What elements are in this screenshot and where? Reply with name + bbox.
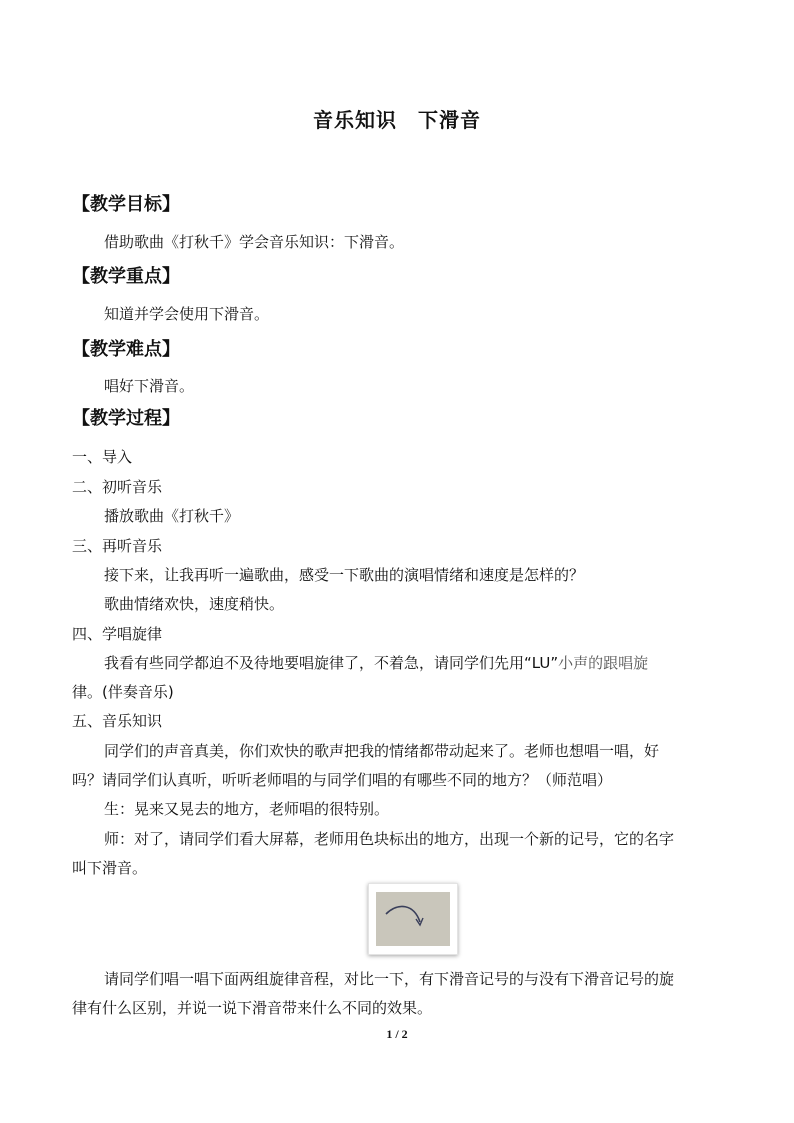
glissando-figure <box>368 883 458 955</box>
process-step-4-text-1 <box>104 653 648 673</box>
process-step-3-text-1: 接下来，让我再听一遍歌曲，感受一下歌曲的演唱情绪和速度是怎样的？ <box>104 566 585 584</box>
process-step-5-para-1b: 吗？请同学们认真听，听听老师唱的与同学们唱的有哪些不同的地方？（师范唱） <box>72 771 613 789</box>
process-step-5-para-4b: 律有什么区别，并说一说下滑音带来什么不同的效果。 <box>72 999 433 1017</box>
process-step-5-para-3a: 师：对了，请同学们看大屏幕，老师用色块标出的地方，出现一个新的记号，它的名字 <box>104 830 675 848</box>
process-step-5-para-2: 生：晃来又晃去的地方，老师唱的很特别。 <box>104 800 390 818</box>
process-step-2-text: 播放歌曲《打秋千》 <box>104 507 240 525</box>
figure-background <box>376 892 450 946</box>
page-title: 音乐知识 下滑音 <box>313 108 481 132</box>
heading-teaching-difficulty: 【教学难点】 <box>72 339 180 360</box>
process-step-2: 二、初听音乐 <box>72 478 163 496</box>
difficulty-text: 唱好下滑音。 <box>104 377 195 395</box>
heading-teaching-key: 【教学重点】 <box>72 266 180 287</box>
process-step-4-text-2: 律。(伴奏音乐) <box>72 683 174 701</box>
process-step-5: 五、音乐知识 <box>72 712 163 730</box>
page-number: 1 / 2 <box>386 1027 408 1041</box>
heading-teaching-process: 【教学过程】 <box>72 408 180 429</box>
glissando-down-arrow-icon <box>376 892 450 946</box>
goal-text: 借助歌曲《打秋千》学会音乐知识：下滑音。 <box>104 233 405 251</box>
process-step-5-para-4a: 请同学们唱一唱下面两组旋律音程，对比一下，有下滑音记号的与没有下滑音记号的旋 <box>104 970 675 988</box>
key-text: 知道并学会使用下滑音。 <box>104 305 270 323</box>
process-step-4-text-1a: 我看有些同学都迫不及待地要唱旋律了，不着急，请同学们先用“LU” <box>104 654 559 672</box>
process-step-3: 三、再听音乐 <box>72 537 163 555</box>
process-step-3-text-2: 歌曲情绪欢快，速度稍快。 <box>104 595 285 613</box>
process-step-4: 四、学唱旋律 <box>72 625 163 643</box>
process-step-5-para-3b: 叫下滑音。 <box>72 859 148 877</box>
process-step-5-para-1a: 同学们的声音真美，你们欢快的歌声把我的情绪都带动起来了。老师也想唱一唱，好 <box>104 742 660 760</box>
process-step-1: 一、导入 <box>72 448 133 466</box>
heading-teaching-goal: 【教学目标】 <box>72 194 180 215</box>
process-step-4-text-1b: 小声的跟唱旋 <box>558 654 649 672</box>
